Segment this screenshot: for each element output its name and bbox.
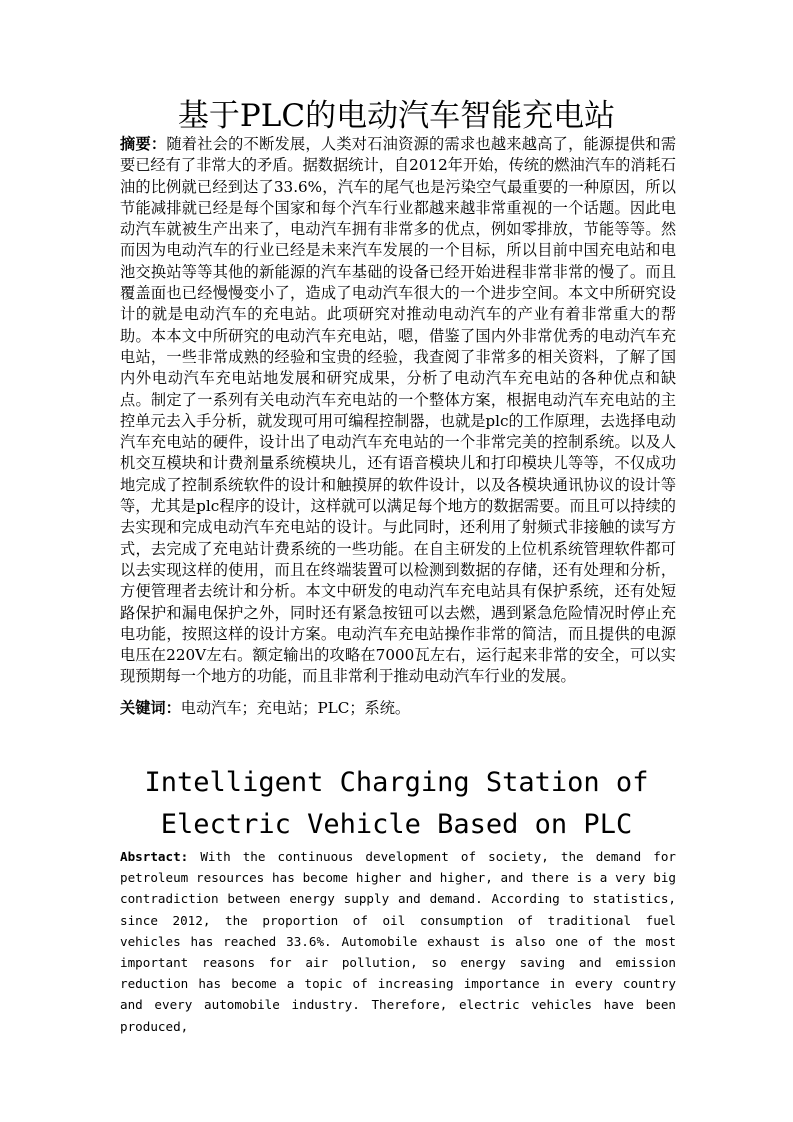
english-title-line-2: Electric Vehicle Based on PLC xyxy=(160,809,633,840)
chinese-abstract-label: 摘要： xyxy=(120,135,167,153)
english-abstract-text: With the continuous development of society, the demand for petroleum resources has become higher and higher, and there is a very big contradiction between energy supply and demand. According to statistics, since 2012, the proportion of oil consumption of traditional fuel vehicles has reached 33.6%. Automobile exhaust is also one of the most important reasons for air pollution, so energy saving and emission reduction has become a topic of increasing importance in every country and every automobile industry. Therefore, electric vehicles have been produced, xyxy=(120,849,676,1034)
english-abstract-label: Absrtact: xyxy=(120,849,189,864)
english-title-line-1: Intelligent Charging Station of xyxy=(144,767,649,798)
chinese-keywords-text: 电动汽车；充电站；PLC；系统。 xyxy=(180,699,411,717)
english-abstract xyxy=(120,846,676,1037)
chinese-keywords xyxy=(120,698,676,719)
chinese-keywords-label: 关键词： xyxy=(120,699,181,717)
english-title xyxy=(0,762,793,846)
chinese-title: 基于PLC的电动汽车智能充电站 xyxy=(177,98,616,134)
chinese-abstract-text: 随着社会的不断发展，人类对石油资源的需求也越来越高了，能源提供和需要已经有了非常大的矛盾。据数据统计，自2012年开始，传统的燃油汽车的消耗石油的比例就已经到达了33.6%，汽车的尾气也是污染空气最重要的一种原因，所以节能减排就已经是每个国家和每个汽车行业都越来越非常重视的一个话题。因此电动汽车就被生产出来了，电动汽车拥有非常多的优点，例如零排放，节能等等。然而因为电动汽车的行业已经是未来汽车发展的一个目标，所以目前中国充电站和电池交换站等等其他的新能源的汽车基础的设备已经开始进程非常非常的慢了。而且覆盖面也已经慢慢变小了，造成了电动汽车很大的一个进步空间。本文中所研究设计的就是电动汽车的充电站。此项研究对推动电动汽车的产业有着非常重大的帮助。本本文中所研究的电动汽车充电站，嗯，借鉴了国内外非常优秀的电动汽车充电站，一些非常成熟的经验和宝贵的经验，我查阅了非常多的相关资料，了解了国内外电动汽车充电站地发展和研究成果，分析了电动汽车充电站的各种优点和缺点。制定了一系列有关电动汽车充电站的一个整体方案，根据电动汽车充电站的主控单元去入手分析，就发现可用可编程控制器，也就是plc的工作原理，去选择电动汽车充电站的硬件，设计出了电动汽车充电站的一个非常完美的控制系统。以及人机交互模块和计费剂量系统模块儿，还有语音模块儿和打印模块儿等等，不仅成功地完成了控制系统软件的设计和触摸屏的软件设计，以及各模块通讯协议的设计等等，尤其是plc程序的设计，这样就可以满足每个地方的数据需要。而且可以持续的去实现和完成电动汽车充电站的设计。与此同时，还利用了射频式非接触的读写方式，去完成了充电站计费系统的一些功能。在自主研发的上位机系统管理软件都可以去实现这样的使用，而且在终端装置可以检测到数据的存储，还有处理和分析，方便管理者去统计和分析。本文中研发的电动汽车充电站具有保护系统，还有处短路保护和漏电保护之外，同时还有紧急按钮可以去燃，遇到紧急危险情况时停止充电功能，按照这样的设计方案。电动汽车充电站操作非常的简洁，而且提供的电源电压在220V左右。额定输出的攻略在7000瓦左右，运行起来非常的安全，可以实现预期每一个地方的功能，而且非常利于推动电动汽车行业的发展。 xyxy=(120,135,677,686)
chinese-abstract xyxy=(120,134,676,688)
